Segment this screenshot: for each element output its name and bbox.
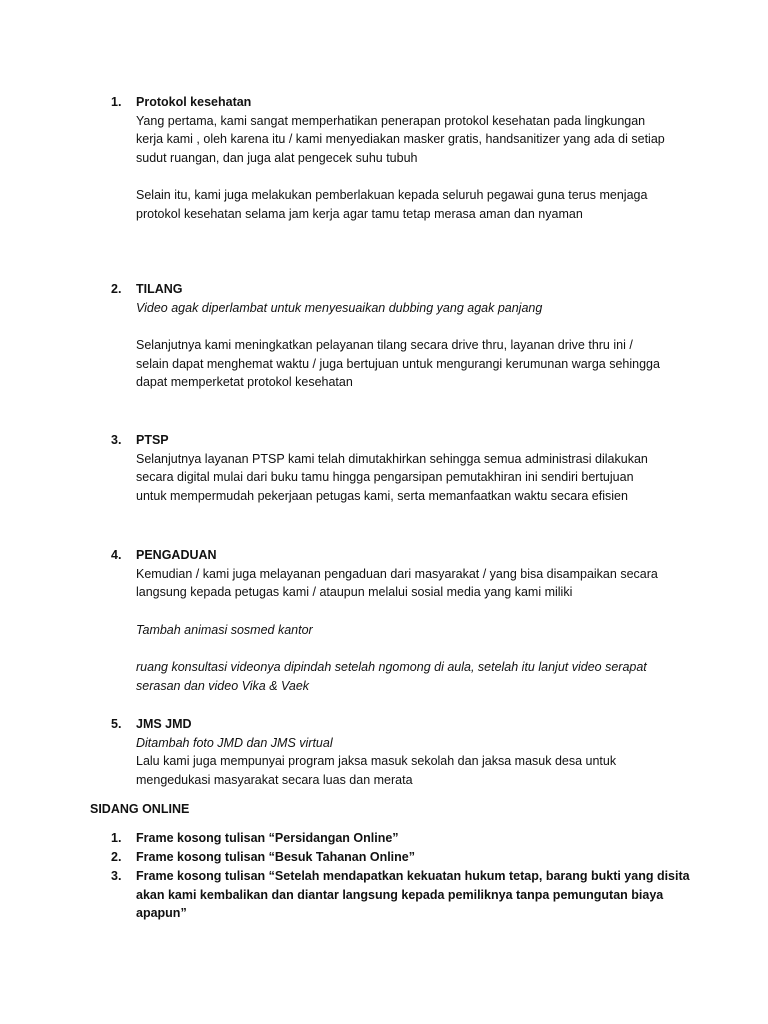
paragraph-gap [136,168,701,187]
list-item-body [136,280,701,392]
paragraph-line: Selain itu, kami juga melakukan pemberlakuan kepada seluruh pegawai guna terus menjaga [136,188,648,203]
list-number: 1. [111,95,122,109]
sidang-list-item-1 [111,829,701,848]
paragraph-gap [136,602,701,621]
item-title: JMS JMD [136,717,192,731]
list-item-body [136,829,701,848]
item-title: PENGADUAN [136,548,217,562]
item-title: PTSP [136,433,169,447]
list-number: 3. [111,869,122,883]
list-item-body [136,848,701,867]
list-item-body [136,867,701,923]
sidang-line: apapun” [136,906,187,921]
list-item-body [136,715,701,790]
list-number: 2. [111,282,122,296]
list-number: 4. [111,548,122,562]
item-title: Protokol kesehatan [136,95,252,109]
paragraph-line: mengedukasi masyarakat secara luas dan merata [136,773,413,788]
editor-note: Video agak diperlambat untuk menyesuaikan dubbing yang agak panjang [136,300,543,315]
list-item-body [136,431,701,506]
sidang-line: Frame kosong tulisan “Setelah mendapatkan kekuatan hukum tetap, barang bukti yang disita [136,869,690,883]
list-number: 5. [111,717,122,731]
paragraph-line: kerja kami , oleh karena itu / kami menyediakan masker gratis, handsanitizer yang ada di setiap [136,132,665,147]
list-number: 3. [111,433,122,447]
sidang-list-item-2 [111,848,701,867]
editor-note: Ditambah foto JMD dan JMS virtual [136,735,333,750]
paragraph-line: protokol kesehatan selama jam kerja agar tamu tetap merasa aman dan nyaman [136,207,583,222]
paragraph-line: Selanjutnya kami meningkatkan pelayanan tilang secara drive thru, layanan drive thru ini / [136,337,633,352]
paragraph-line: secara digital mulai dari buku tamu hingga pengarsipan pemutakhiran ini sendiri bertujuan [136,470,634,485]
list-number: 2. [111,850,122,864]
paragraph-line: Yang pertama, kami sangat memperhatikan penerapan protokol kesehatan pada lingkungan [136,113,646,128]
editor-note: Tambah animasi sosmed kantor [136,622,313,637]
editor-note: ruang konsultasi videonya dipindah setelah ngomong di aula, setelah itu lanjut video serapat [136,659,647,674]
list-item-body [136,546,701,695]
paragraph-line: Lalu kami juga mempunyai program jaksa masuk sekolah dan jaksa masuk desa untuk [136,754,617,769]
paragraph-line: selain dapat menghemat waktu / juga bertujuan untuk mengurangi kerumunan warga sehingga [136,356,660,371]
list-item-protokol-kesehatan [111,93,701,224]
paragraph-line: Kemudian / kami juga melayanan pengaduan dari masyarakat / yang bisa disampaikan secara [136,566,658,581]
list-number: 1. [111,831,122,845]
paragraph-line: sudut ruangan, dan juga alat pengecek suhu tubuh [136,151,418,166]
sidang-line: akan kami kembalikan dan diantar langsung kepada pemiliknya tanpa pemungutan biaya [136,887,664,902]
paragraph-line: untuk mempermudah pekerjaan petugas kami, serta memanfaatkan waktu secara efisien [136,489,628,504]
sidang-line: Frame kosong tulisan “Besuk Tahanan Online” [136,850,415,864]
list-item-jms-jmd [111,715,701,790]
sidang-line: Frame kosong tulisan “Persidangan Online” [136,831,399,845]
editor-note: serasan dan video Vika & Vaek [136,678,310,693]
paragraph-gap [136,639,701,658]
section-heading-sidang-online: SIDANG ONLINE [90,802,190,816]
paragraph-line: langsung kepada petugas kami / ataupun melalui sosial media yang kami miliki [136,585,573,600]
list-item-tilang [111,280,701,392]
paragraph-line: Selanjutnya layanan PTSP kami telah dimutakhirkan sehingga semua administrasi dilakukan [136,451,648,466]
list-item-ptsp [111,431,701,506]
list-item-body [136,93,701,224]
paragraph-gap [136,317,701,336]
item-title: TILANG [136,282,183,296]
list-item-pengaduan [111,546,701,695]
paragraph-line: dapat memperketat protokol kesehatan [136,375,353,390]
sidang-list-item-3 [111,867,701,923]
